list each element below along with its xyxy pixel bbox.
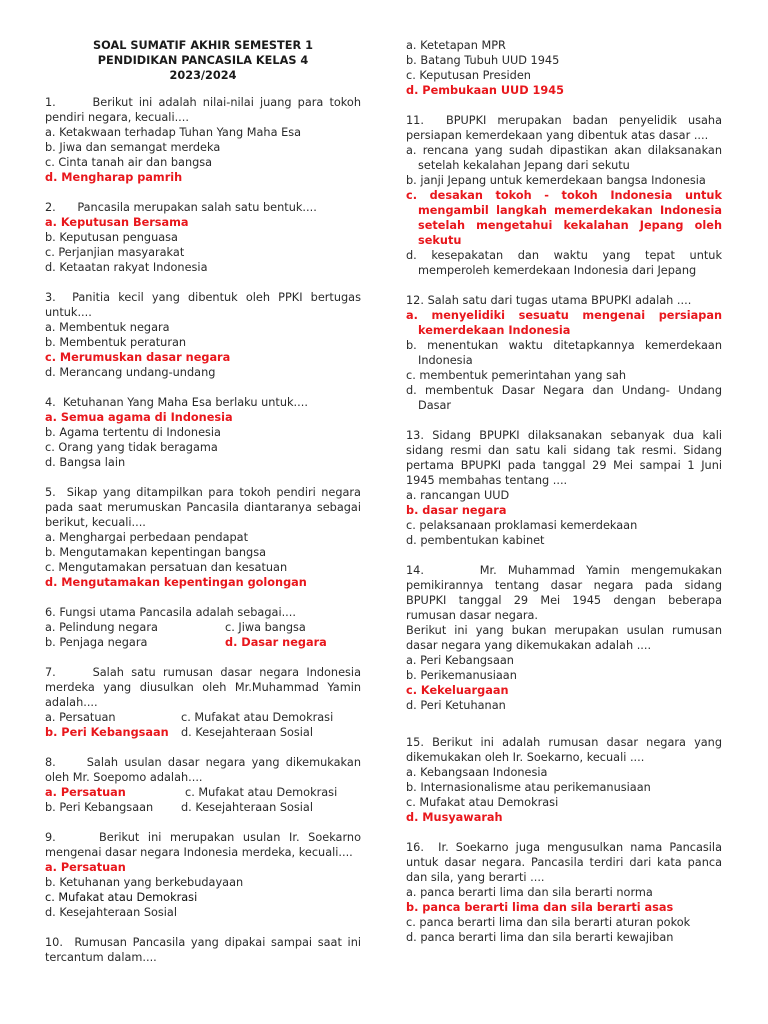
option: c. panca berarti lima dan sila berarti aturan pokok [406, 916, 691, 929]
option: c. Mufakat atau Demokrasi [181, 711, 334, 724]
option: b. Ketuhanan yang berkebudayaan [45, 876, 244, 889]
option: c. membentuk pemerintahan yang sah [406, 369, 627, 382]
answer-option: a. Keputusan Bersama [45, 216, 189, 229]
header-subject: PENDIDIKAN PANCASILA KELAS 4 [97, 54, 309, 67]
option: b. Internasionalisme atau perikemanusiaan [406, 781, 651, 794]
option: d. Bangsa lain [45, 456, 126, 469]
option: a. Ketetapan MPR [406, 39, 506, 52]
option: b. Keputusan penguasa [45, 231, 178, 244]
option: d. Merancang undang-undang [45, 366, 216, 379]
question-7: 7. Salah satu rumusan dasar negara Indonesia merdeka yang diusulkan oleh Mr.Muhammad Yamin adalah.... a. Persatuan c. Mufakat atau Demokrasi b. Peri Kebangsaan d. Kesejahteraan Sosial [45, 666, 361, 739]
answer-option: c. Kekeluargaan [406, 684, 509, 697]
option: b. janji Jepang untuk kemerdekaan bangsa Indonesia [406, 174, 706, 187]
question-9: 9. Berikut ini merupakan usulan Ir. Soekarno mengenai dasar negara Indonesia merdeka, kecuali.... a. Persatuan b. Ketuhanan yang berkebudayaan c. Mufakat atau Demokrasi d. Kesejahteraan Sosial [45, 831, 361, 919]
question-5: 5. Sikap yang ditampilkan para tokoh pendiri negara pada saat merumuskan Pancasila diantaranya sebagai berikut, kecuali.... a. Menghargai perbedaan pendapat b. Mengutamakan kepentingan bangsa c. Mengutamakan persatuan dan kesatuan d. Mengutamakan kepentingan golongan [45, 486, 361, 589]
option: c. Jiwa bangsa [225, 621, 306, 634]
option: b. Batang Tubuh UUD 1945 [406, 54, 560, 67]
option: d. Peri Ketuhanan [406, 699, 506, 712]
question-13: 13. Sidang BPUPKI dilaksanakan sebanyak dua kali sidang resmi dan satu kali sidang tak resmi. Sidang pertama BPUPKI pada tanggal 29 Mei sampai 1 Juni 1945 membahas tentang .... a. rancangan UUD b. dasar negara c. pelaksanaan proklamasi kemerdekaan d. pembentukan kabinet [406, 429, 722, 547]
answer-option: a. Semua agama di Indonesia [45, 411, 233, 424]
option: c. Orang yang tidak beragama [45, 441, 218, 454]
option: d. Kesejahteraan Sosial [181, 801, 313, 814]
option: c. pelaksanaan proklamasi kemerdekaan [406, 519, 638, 532]
answer-option: a. Persatuan [45, 786, 126, 799]
option: d. panca berarti lima dan sila berarti kewajiban [406, 931, 674, 944]
question-4: 4. Ketuhanan Yang Maha Esa berlaku untuk.... a. Semua agama di Indonesia b. Agama tertentu di Indonesia c. Orang yang tidak beragama d. Bangsa lain [45, 395, 361, 470]
document-header [45, 38, 361, 83]
option: b. Perikemanusiaan [406, 669, 517, 682]
option: a. Kebangsaan Indonesia [406, 766, 548, 779]
question-14: 14. Mr. Muhammad Yamin mengemukakan pemikirannya tentang dasar negara pada sidang BPUPKI tanggal 29 Mei 1945 dengan beberapa rumusan dasar negara. Berikut ini yang bukan merupakan usulan rumusan dasar negara yang dikemukakan adalah .... a. Peri Kebangsaan b. Perikemanusiaan c. Kekeluargaan d. Peri Ketuhanan [406, 564, 722, 712]
question-6: 6. Fungsi utama Pancasila adalah sebagai.... a. Pelindung negara c. Jiwa bangsa b. Penjaga negara d. Dasar negara [45, 606, 327, 649]
option: c. Perjanjian masyarakat [45, 246, 185, 259]
question-10: 10. Rumusan Pancasila yang dipakai sampai saat ini tercantum dalam.... [45, 936, 361, 964]
option: d. Kesejahteraan Sosial [45, 906, 177, 919]
right-column [406, 38, 722, 945]
option: b. Jiwa dan semangat merdeka [45, 141, 221, 154]
question-15: 15. Berikut ini adalah rumusan dasar negara yang dikemukakan oleh Ir. Soekarno, kecuali .... a. Kebangsaan Indonesia b. Internasionalisme atau perikemanusiaan c. Mufakat atau Demokrasi d. Musyawarah [406, 736, 723, 824]
option: c. Mufakat atau Demokrasi [185, 786, 338, 799]
option: d. kesepakatan dan waktu yang tepat untuk memperoleh kemerdekaan Indonesia dari Jepang [406, 249, 722, 277]
question-2: 2. Pancasila merupakan salah satu bentuk.... a. Keputusan Bersama b. Keputusan penguasa c. Perjanjian masyarakat d. Ketaatan rakyat Indonesia [45, 200, 361, 275]
option: a. Ketakwaan terhadap Tuhan Yang Maha Esa [45, 126, 302, 139]
option: a. Persatuan [45, 711, 116, 724]
answer-option: b. Peri Kebangsaan [45, 726, 169, 739]
question-3: 3. Panitia kecil yang dibentuk oleh PPKI bertugas untuk.... a. Membentuk negara b. Membentuk peraturan c. Merumuskan dasar negara d. Merancang undang-undang [45, 291, 361, 379]
question-16: 16. Ir. Soekarno juga mengusulkan nama Pancasila untuk dasar negara. Pancasila terdiri dari kata panca dan sila, yang berarti .... a. panca berarti lima dan sila berarti norma b. panca berarti lima dan sila berarti asas c. panca berarti lima dan sila berarti aturan pokok d. panca berarti lima dan sila berarti kewajiban [406, 841, 722, 944]
option: a. Membentuk negara [45, 321, 170, 334]
left-column [45, 38, 361, 965]
option: a. Pelindung negara [45, 621, 158, 634]
header-year: 2023/2024 [169, 69, 237, 82]
option: a. Menghargai perbedaan pendapat [45, 531, 249, 544]
option: b. Mengutamakan kepentingan bangsa [45, 546, 267, 559]
option: c. Cinta tanah air dan bangsa [45, 156, 213, 169]
option: b. menentukan waktu ditetapkannya kemerdekaan Indonesia [406, 339, 722, 367]
option: a. panca berarti lima dan sila berarti norma [406, 886, 653, 899]
answer-option: a. menyelidiki sesuatu mengenai persiapan kemerdekaan Indonesia [406, 309, 722, 337]
option: a. rencana yang sudah dipastikan akan dilaksanakan setelah kekalahan Jepang dari sekutu [406, 144, 722, 172]
question-8: 8. Salah usulan dasar negara yang dikemukakan oleh Mr. Soepomo adalah.... a. Persatuan c. Mufakat atau Demokrasi b. Peri Kebangsaan d. Kesejahteraan Sosial [45, 756, 361, 814]
option: c. Mufakat atau Demokrasi [45, 891, 198, 904]
answer-option: d. Mengutamakan kepentingan golongan [45, 576, 307, 589]
option: d. Ketaatan rakyat Indonesia [45, 261, 208, 274]
option: a. rancangan UUD [406, 489, 510, 502]
option: c. Mengutamakan persatuan dan kesatuan [45, 561, 288, 574]
answer-option: b. panca berarti lima dan sila berarti asas [406, 901, 674, 914]
answer-option: c. desakan tokoh - tokoh Indonesia untuk mengambil langkah memerdekakan Indonesia setelah mengetahui kekalahan Jepang oleh sekutu [406, 189, 722, 247]
option: d. pembentukan kabinet [406, 534, 545, 547]
question-12: 12. Salah satu dari tugas utama BPUPKI adalah .... a. menyelidiki sesuatu mengenai persiapan kemerdekaan Indonesia b. menentukan waktu ditetapkannya kemerdekaan Indonesia c. membentuk pemerintahan yang sah d. membentuk Dasar Negara dan Undang- Undang Dasar [406, 294, 722, 412]
option: b. Agama tertentu di Indonesia [45, 426, 221, 439]
answer-option: b. dasar negara [406, 504, 507, 517]
option: d. membentuk Dasar Negara dan Undang- Undang Dasar [406, 384, 722, 412]
option: c. Mufakat atau Demokrasi [406, 796, 559, 809]
answer-option: c. Merumuskan dasar negara [45, 351, 231, 364]
option: b. Penjaga negara [45, 636, 148, 649]
answer-option: d. Mengharap pamrih [45, 171, 183, 184]
question-11: 11. BPUPKI merupakan badan penyelidik usaha persiapan kemerdekaan yang dibentuk atas dasar .... a. rencana yang sudah dipastikan akan dilaksanakan setelah kekalahan Jepang dari sekutu b. janji Jepang untuk kemerdekaan bangsa Indonesia c. desakan tokoh - tokoh Indonesia untuk mengambil langkah memerdekakan Indonesia setelah mengetahui kekalahan Jepang oleh sekutu d. kesepakatan dan waktu yang tepat untuk memperoleh kemerdekaan Indonesia dari Jepang [406, 114, 723, 277]
option: d. Kesejahteraan Sosial [181, 726, 313, 739]
answer-option: d. Pembukaan UUD 1945 [406, 84, 564, 97]
answer-option: d. Musyawarah [406, 811, 503, 824]
option: c. Keputusan Presiden [406, 69, 531, 82]
answer-option: d. Dasar negara [225, 636, 327, 649]
question-10-options [406, 38, 722, 98]
option: b. Peri Kebangsaan [45, 801, 154, 814]
header-title: SOAL SUMATIF AKHIR SEMESTER 1 [93, 39, 313, 52]
answer-option: a. Persatuan [45, 861, 126, 874]
option: b. Membentuk peraturan [45, 336, 187, 349]
question-1: 1. Berikut ini adalah nilai-nilai juang para tokoh pendiri negara, kecuali.... a. Ketakwaan terhadap Tuhan Yang Maha Esa b. Jiwa dan semangat merdeka c. Cinta tanah air dan bangsa d. Mengharap pamrih [45, 96, 361, 184]
option: a. Peri Kebangsaan [406, 654, 514, 667]
